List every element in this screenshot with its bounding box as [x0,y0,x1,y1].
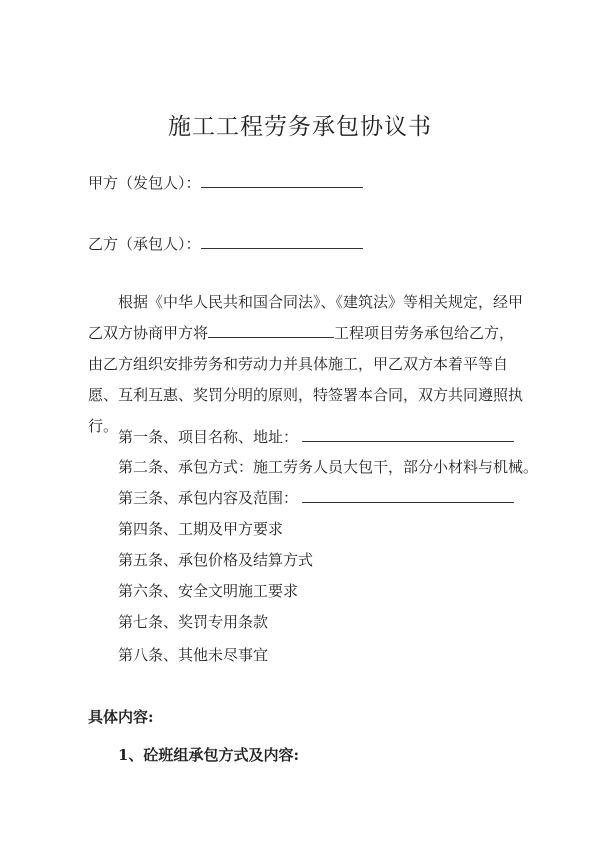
article-3-blank[interactable] [302,488,514,503]
intro-text-1: 根据《中华人民共和国合同法》、《建筑法》等相关规定，经甲乙双方协商甲方将 [88,293,524,342]
article-1-text: 第一条、项目名称、地址： [118,428,299,446]
article-6: 第六条、安全文明施工要求 [118,582,299,600]
article-1 [118,427,514,447]
article-3-text: 第三条、承包内容及范围： [118,489,299,507]
party-b-line [88,234,363,254]
article-2: 第二条、承包方式：施工劳务人员大包干，部分小材料与机械。 [118,458,539,476]
party-b-blank[interactable] [201,234,363,249]
article-3 [118,488,514,508]
article-5: 第五条、承包价格及结算方式 [118,551,314,569]
details-heading: 具体内容: [88,708,154,726]
section-1-heading: 1、砼班组承包方式及内容: [118,746,299,764]
article-1-blank[interactable] [302,427,514,442]
party-b-label: 乙方（承包人）： [88,235,201,253]
article-7: 第七条、奖罚专用条款 [118,613,269,631]
intro-text-2: 工程项目劳务承包给乙方，由乙方组织安排劳务和劳动力并具体施工，甲乙双方本着平等自愿、互利互惠、奖罚分明的原则，特签署本合同，双方共同遵照执行。 [88,324,524,435]
party-a-label: 甲方（发包人）： [88,174,201,192]
party-a-blank[interactable] [201,173,363,188]
article-8: 第八条、其他未尽事宜 [118,646,269,664]
document-title: 施工工程劳务承包协议书 [168,114,432,140]
article-4: 第四条、工期及甲方要求 [118,520,284,538]
party-a-line [88,173,363,193]
intro-paragraph [88,287,528,442]
project-name-blank[interactable] [208,323,334,338]
